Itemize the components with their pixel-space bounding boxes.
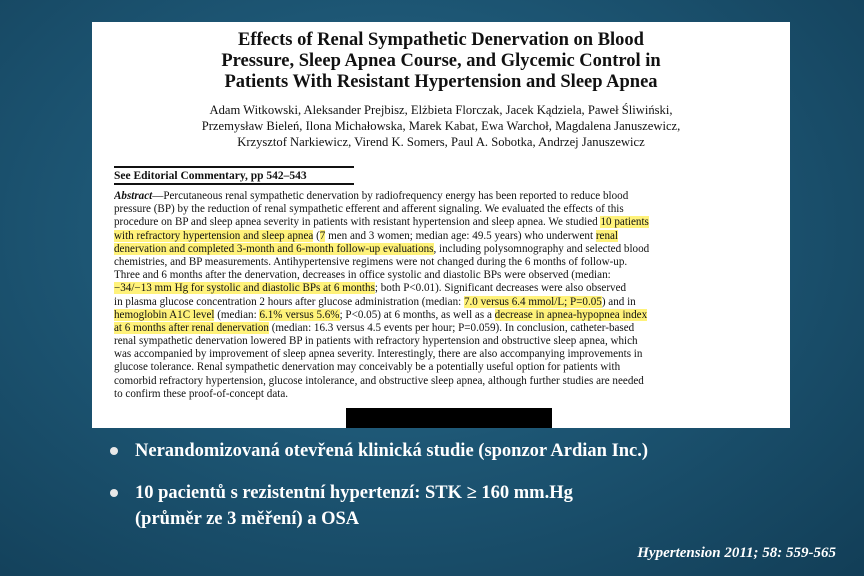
abstract-text: renal sympathetic denervation lowered BP in patients with refractory hypertension and obstructive sleep apnea, which [114,335,638,348]
highlighted-text: 7 [319,229,326,242]
abstract-line [114,309,768,322]
abstract-line [114,361,768,374]
abstract-text: (median: 16.3 versus 4.5 events per hour; P=0.059). In conclusion, catheter-based [268,321,635,334]
abstract-text: Three and 6 months after the denervation, decreases in office systolic and diastolic BPs were observed (median: [114,269,611,282]
abstract-line [114,296,768,309]
abstract-text: —Percutaneous renal sympathetic denervation by radiofrequency energy has been reported to reduce blood [152,190,629,202]
highlighted-text: 7.0 versus 6.4 mmol/L; P=0.05 [463,295,602,308]
paper-title-line: Effects of Renal Sympathetic Denervation on Blood [238,30,644,50]
abstract-text: chemistries, and BP measurements. Antihypertensive regimens were not changed during the 6 months of follow-up. [114,255,628,268]
abstract-line [114,216,768,229]
highlighted-text: denervation and completed [114,242,237,255]
abstract-line [114,388,768,401]
author-line: Przemysław Bieleń, Ilona Michałowska, Marek Kabat, Ewa Warchoł, Magdalena Januszewicz, [201,119,681,133]
bullet-text: (průměr ze 3 měření) a OSA [135,509,360,529]
abstract-text: (median: [214,308,260,321]
abstract-line [114,375,768,388]
highlighted-text: hemoglobin A1C level [114,308,215,321]
highlighted-text: 3-month and 6-month follow-up evaluations [236,242,434,255]
abstract-line [114,256,768,269]
abstract-text: , including polysomnography and selected blood [433,242,650,255]
abstract-line [114,190,768,203]
highlighted-text: −34/−13 mm Hg for systolic and diastolic BPs at 6 months [114,282,375,295]
abstract-line [114,203,768,216]
abstract-text: comorbid refractory hypertension, glucose intolerance, and obstructive sleep apnea, although further studies are needed [114,374,644,387]
highlighted-text: renal [595,229,618,242]
highlighted-text: at 6 months after renal denervation [114,321,269,334]
abstract-text: procedure on BP and sleep apnea severity in patients with resistant hypertension and sleep apnea. We studied [114,216,601,229]
highlighted-text: 10 patients [600,216,649,229]
paper-title-line: Pressure, Sleep Apnea Course, and Glycemic Control in [221,51,661,71]
bullet-dot-icon [110,447,118,455]
abstract-text: ; both P<0.01). Significant decreases were also observed [374,282,627,295]
abstract-line [114,322,768,335]
redaction-bar [346,408,552,428]
abstract-line [114,335,768,348]
author-line: Adam Witkowski, Aleksander Prejbisz, Elżbieta Florczak, Jacek Kądziela, Paweł Śliwiński, [209,103,673,117]
abstract-text: ( [313,229,320,242]
abstract-text: ) and in [601,295,636,308]
paper-authors [114,102,768,150]
abstract-line [114,230,768,243]
abstract-label: Abstract [114,190,153,202]
abstract-text: pressure (BP) by the reduction of renal sympathetic efferent and afferent signaling. We evaluated the effects of this [114,203,624,216]
bullet-text: 10 pacientů s rezistentní hypertenzí: STK ≥ 160 mm.Hg [135,483,573,503]
abstract-text: men and 3 women; median age: 49.5 years) who underwent [325,229,596,242]
abstract-line [114,282,768,295]
abstract-text: in plasma glucose concentration 2 hours after glucose administration (median: [114,295,464,308]
editorial-commentary-note: See Editorial Commentary, pp 542–543 [114,166,354,185]
abstract-line [114,243,768,256]
paper-title-line: Patients With Resistant Hypertension and Sleep Apnea [224,72,658,92]
paper-title [114,30,768,93]
abstract-text: was accompanied by improvement of sleep apnea severity. Interestingly, there are also accompanying improvements in [114,348,643,361]
paper-excerpt [92,22,790,428]
bullet-dot-icon [110,489,118,497]
abstract-text: ; P<0.05) at 6 months, as well as a [339,308,495,321]
author-line: Krzysztof Narkiewicz, Virend K. Somers, Paul A. Sobotka, Andrzej Januszewicz [237,135,645,149]
bullet-item [110,438,648,464]
bullet-text: Nerandomizovaná otevřená klinická studie (sponzor Ardian Inc.) [135,441,649,461]
abstract-text: to confirm these proof-of-concept data. [114,387,289,400]
highlighted-text: decrease in apnea-hypopnea index [494,308,648,321]
bullet-item [110,480,573,532]
abstract-text: glucose tolerance. Renal sympathetic denervation may conceivably be a potentially useful option for patients with [114,361,621,374]
abstract-line [114,348,768,361]
citation: Hypertension 2011; 58: 559-565 [637,545,836,561]
highlighted-text: 6.1% versus 5.6% [259,308,340,321]
abstract-line [114,269,768,282]
highlighted-text: with refractory hypertension and sleep apnea [114,229,314,242]
abstract [114,190,768,401]
